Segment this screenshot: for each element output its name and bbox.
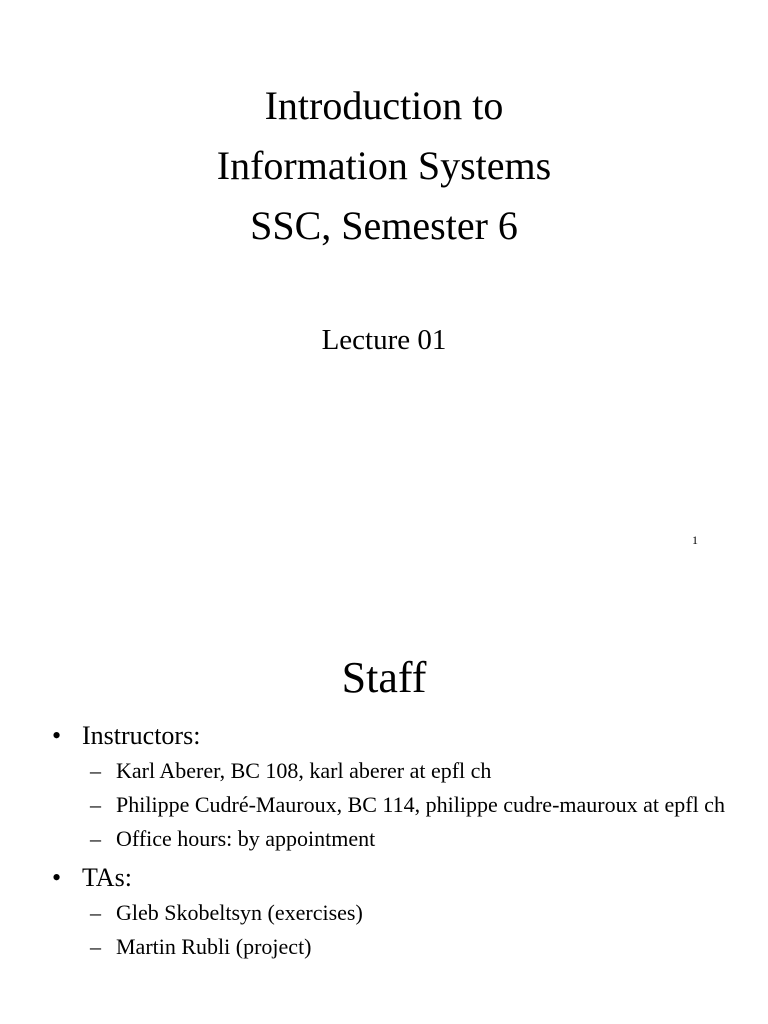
list-item <box>0 898 768 928</box>
sub-marker: – <box>90 792 101 817</box>
sub-marker: – <box>90 900 101 925</box>
list-item <box>0 824 768 854</box>
list-item <box>0 756 768 786</box>
bullet-marker: • <box>52 863 62 892</box>
sub-marker: – <box>90 826 101 851</box>
list-item <box>0 932 768 962</box>
bullet-instructors <box>0 718 768 754</box>
title-line: SSC, Semester 6 <box>250 203 518 248</box>
sublist-instructors <box>0 756 768 854</box>
list-item-text: Office hours: by appointment <box>116 826 376 851</box>
list-item-text: Martin Rubli (project) <box>116 934 312 959</box>
list-item <box>0 790 768 820</box>
list-item-text: Karl Aberer, BC 108, karl aberer at epfl ch <box>116 758 492 783</box>
slide-1-subtitle: Lecture 01 <box>321 324 447 356</box>
sublist-container <box>0 756 768 854</box>
bullet-label: Instructors: <box>82 721 201 750</box>
slide-1-title <box>0 76 768 256</box>
bullet-label: TAs: <box>82 863 132 892</box>
slide-2 <box>0 620 768 1024</box>
list-item-text: Philippe Cudré-Mauroux, BC 114, philippe cudre-mauroux at epfl ch <box>116 792 725 817</box>
page-number: 1 <box>692 533 698 547</box>
bullet-list <box>0 718 768 968</box>
sub-marker: – <box>90 758 101 783</box>
bullet-marker: • <box>52 721 62 750</box>
title-line: Information Systems <box>216 143 552 188</box>
bullet-tas <box>0 860 768 896</box>
sublist-container <box>0 898 768 962</box>
title-line: Introduction to <box>264 83 504 128</box>
sub-marker: – <box>90 934 101 959</box>
slide-2-title: Staff <box>341 653 427 702</box>
sublist-tas <box>0 898 768 962</box>
list-item-text: Gleb Skobeltsyn (exercises) <box>116 900 363 925</box>
